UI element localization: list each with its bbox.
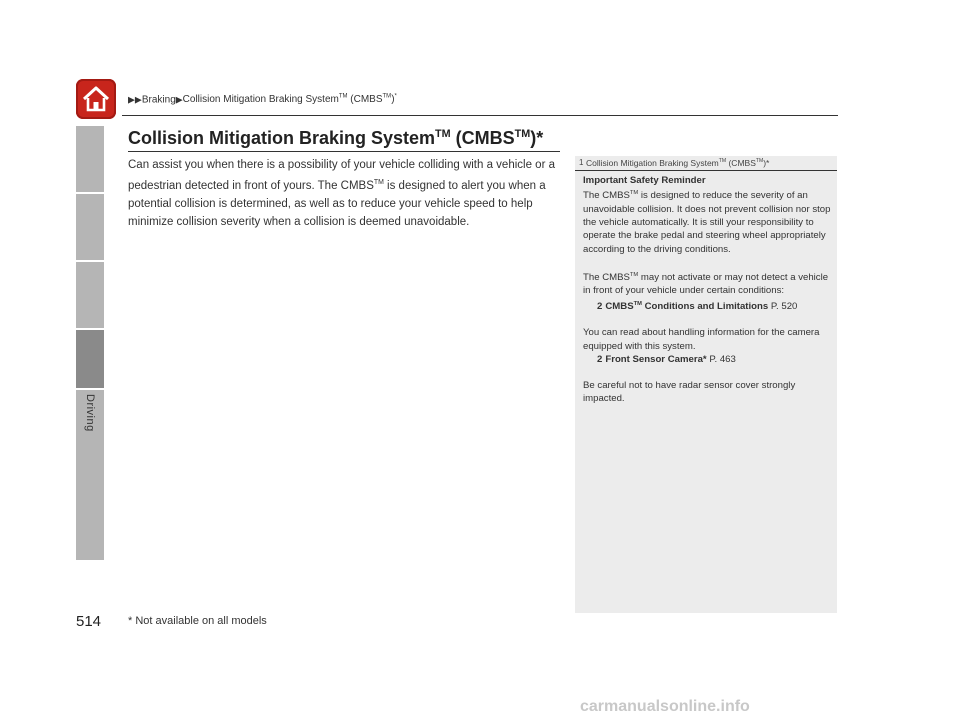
header-rule [122, 115, 838, 116]
breadcrumb-arrow-icon: ▶ [175, 94, 183, 105]
side-tab[interactable] [76, 262, 104, 328]
breadcrumb-arrow-icon: ▶▶ [128, 94, 142, 105]
reference-arrow-icon: 2 [597, 300, 603, 312]
reminder-title: Important Safety Reminder [583, 175, 706, 186]
footnote: * Not available on all models [128, 615, 267, 627]
breadcrumb-link-braking[interactable]: Braking [141, 94, 176, 106]
home-icon [80, 83, 112, 115]
title-rule [128, 151, 560, 152]
sidebar-rule [575, 170, 837, 171]
breadcrumb [128, 94, 397, 105]
watermark: carmanualsonline.info [580, 698, 750, 715]
cross-reference-link[interactable]: 2 Front Sensor Camera* P. 463 [597, 353, 736, 365]
sidebar-heading: 1 Collision Mitigation Braking System™ (CMBS™)* [579, 158, 770, 168]
side-tab[interactable] [76, 126, 104, 192]
body-paragraph: Can assist you when there is a possibility of your vehicle colliding with a vehicle or a pedestrian detected in front of yours. The CMBS™ is designed to alert you when a potential collision is determined, as well as to reduce your vehicle speed to help minimize collision severity when a collision is deemed unavoidable. [128, 159, 555, 228]
sidebar-body [583, 174, 833, 406]
side-tab[interactable] [76, 194, 104, 260]
note-number: 1 [579, 158, 584, 167]
cross-reference-link[interactable]: 2 CMBS™ Conditions and Limitations P. 520 [597, 300, 798, 312]
side-tab-active[interactable] [76, 330, 104, 388]
sidebar-paragraph: The CMBS™ is designed to reduce the severity of an unavoidable collision. It does not prevent collision nor stop the vehicle automatically. It is still your responsibility to operate the brake pedal and steering wheel appropriately according to the driving conditions. [583, 190, 831, 255]
home-button[interactable] [76, 79, 116, 119]
reference-arrow-icon: 2 [597, 353, 603, 365]
page-number: 514 [76, 613, 102, 630]
sidebar-paragraph: The CMBS™ may not activate or may not detect a vehicle in front of your vehicle under certain conditions: [583, 271, 829, 297]
page-title: Collision Mitigation Braking System™ (CMBS™)* [128, 128, 544, 148]
side-tab-label: Driving [84, 394, 96, 432]
breadcrumb-current[interactable]: Collision Mitigation Braking System™ (CMBS™)* [182, 94, 397, 106]
sidebar-note [575, 156, 837, 613]
sidebar-paragraph: Be careful not to have radar sensor cover strongly impacted. [583, 380, 796, 405]
sidebar-paragraph: You can read about handling information for the camera equipped with this system. [583, 327, 820, 352]
